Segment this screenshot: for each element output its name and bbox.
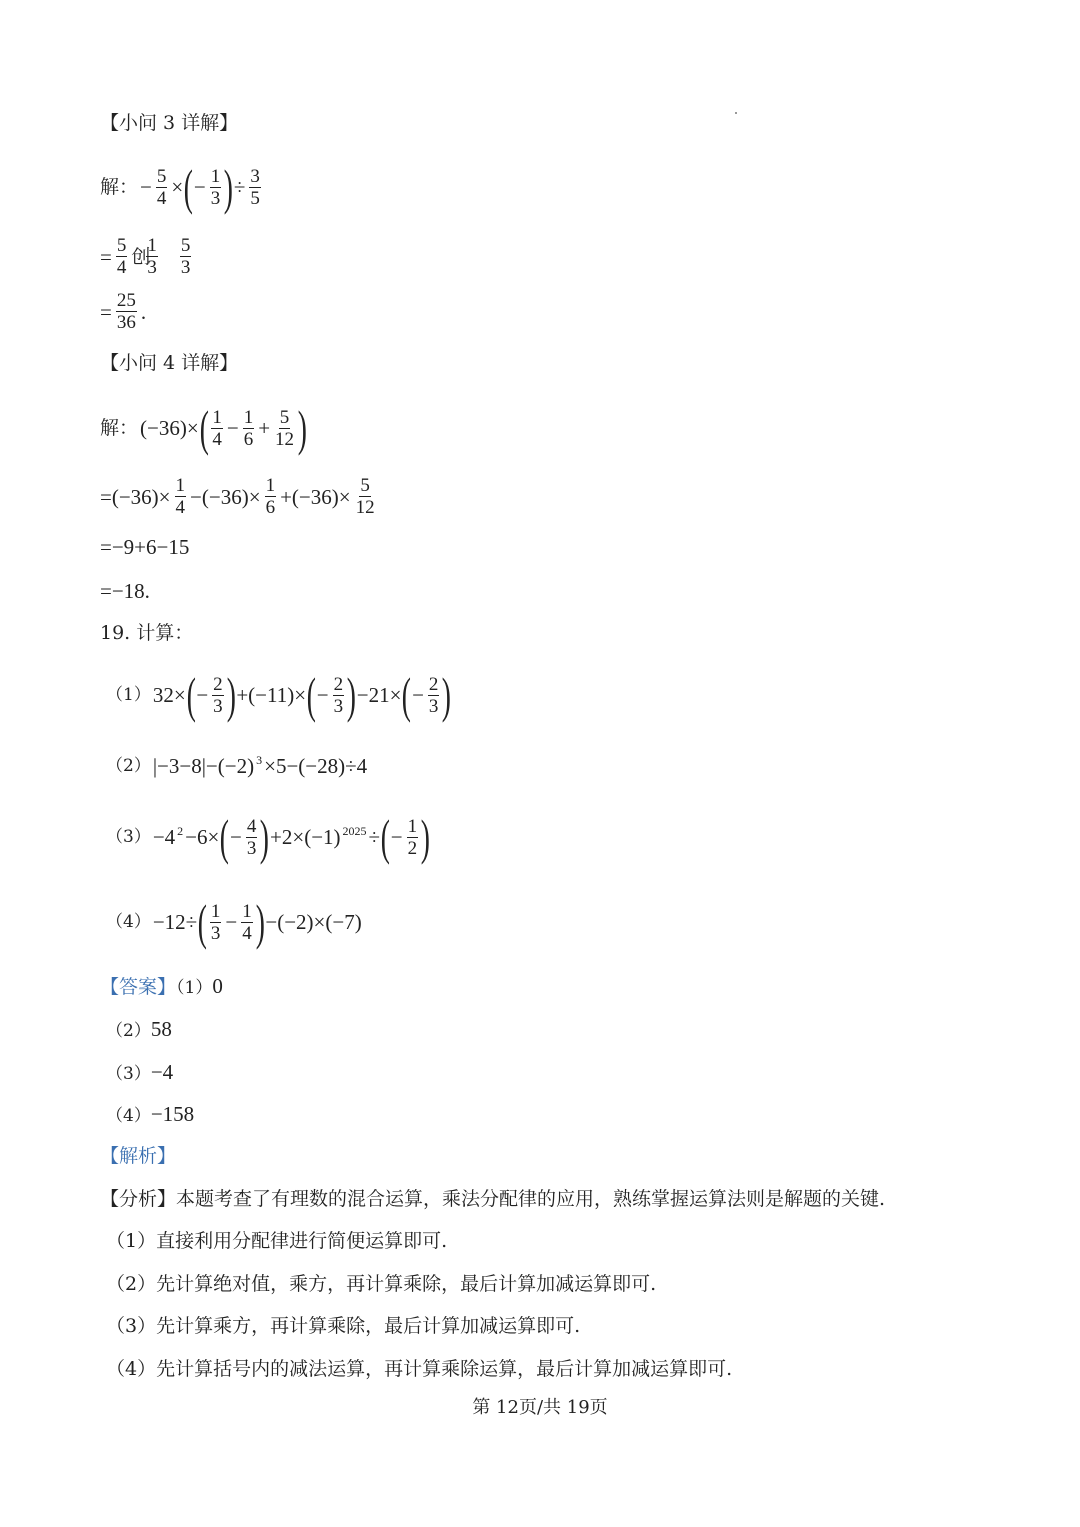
part-label: （4）	[106, 912, 151, 932]
part-label: （1）	[106, 685, 151, 705]
expr-part: +(−11)×	[236, 683, 307, 707]
fraction: $\frac{3}{5}$	[250, 165, 260, 209]
expr-part: −21×	[356, 683, 402, 707]
minus-sign: −	[226, 416, 239, 440]
expr-part: −4	[152, 825, 176, 849]
sub4-heading: 【小问 4 详解】	[100, 352, 239, 374]
fraction: $\frac{2}{3}$	[333, 673, 344, 717]
divide-sign: ÷	[368, 825, 381, 849]
fraction: $\frac{1}{3}$	[210, 165, 221, 209]
expr-part: −(−2)×(−7)	[265, 910, 362, 934]
fraction: $\frac{4}{3}$	[246, 815, 257, 859]
sub3-line2	[100, 235, 193, 278]
fraction: $\frac{5}{12}$	[355, 475, 375, 518]
plus-sign: +	[258, 416, 271, 440]
minus-sign: −	[412, 683, 424, 707]
expr-part: −(−36)×	[190, 484, 261, 509]
q19-part2	[106, 754, 367, 778]
solve-label: 解：	[100, 417, 139, 439]
expr-part: (−36)×	[140, 416, 199, 440]
right-paren: )	[223, 159, 234, 215]
expr-part: −12÷	[152, 910, 198, 934]
minus-sign: −	[390, 825, 403, 849]
analysis-step-4: （4）先计算括号内的减法运算，再计算乘除运算，最后计算加减运算即可.	[106, 1358, 733, 1380]
part-label: （3）	[106, 1064, 151, 1084]
q19-part4	[106, 894, 362, 950]
sub3-line3	[100, 290, 146, 333]
q19-part1	[106, 667, 452, 723]
times-sign: ×	[171, 175, 184, 199]
expr-part: +2×(−1)	[270, 825, 341, 849]
minus-sign: −	[196, 683, 209, 707]
minus-sign: −	[193, 175, 206, 199]
analysis-summary: 【分析】本题考查了有理数的混合运算，乘法分配律的应用，熟练掌握运算法则是解题的关键.	[100, 1188, 886, 1210]
fraction: $\frac{1}{3}$	[147, 235, 157, 278]
right-paren: )	[297, 400, 307, 456]
exponent: 2	[177, 824, 184, 838]
sub4-line3: =−9+6−15	[100, 535, 190, 559]
right-paren: )	[442, 667, 452, 723]
equals-sign: =	[100, 299, 112, 324]
fraction: $\frac{5}{4}$	[156, 165, 167, 209]
fraction: $\frac{1}{3}$	[210, 900, 221, 944]
equals-sign: =	[100, 244, 112, 269]
scan-artifact-char: 创	[131, 245, 151, 268]
right-paren: )	[226, 667, 236, 723]
sub3-line1	[100, 159, 263, 215]
left-paren: (	[197, 894, 208, 950]
left-paren: (	[402, 667, 412, 723]
right-paren: )	[420, 809, 430, 865]
right-paren: )	[255, 894, 265, 950]
part-label: （3）	[106, 827, 151, 847]
expr-part: −6×	[185, 825, 220, 849]
answer-value: 58	[150, 1017, 172, 1041]
left-paren: (	[183, 159, 194, 215]
minus-sign: −	[140, 175, 152, 199]
answer-tag: 【答案】	[100, 976, 177, 998]
divide-sign: ÷	[233, 175, 246, 199]
fraction: $\frac{1}{6}$	[265, 475, 276, 518]
sub4-line2	[100, 475, 378, 518]
period: .	[140, 299, 147, 324]
exponent: 2025	[342, 824, 367, 838]
analysis-step-2: （2）先计算绝对值，乘方，再计算乘除，最后计算加减运算即可.	[106, 1273, 657, 1295]
answer-line-3	[106, 1060, 173, 1086]
answer-value: 0	[212, 974, 223, 998]
answer-line-1	[100, 974, 223, 1000]
question-19-title: 19. 计算：	[100, 622, 194, 644]
q19-part3	[106, 809, 430, 865]
left-paren: (	[220, 809, 230, 865]
page-footer: 第 12页/共 19页	[472, 1397, 608, 1418]
sub3-heading: 【小问 3 详解】	[100, 112, 239, 134]
analysis-step-1: （1）直接利用分配律进行简便运算即可.	[106, 1230, 448, 1252]
fraction: $\frac{5}{4}$	[116, 235, 127, 278]
expr-part: =(−36)×	[100, 484, 171, 509]
fraction: $\frac{2}{3}$	[428, 673, 439, 717]
answer-value: −158	[150, 1102, 195, 1126]
expr-part: |−3−8|−(−2)	[152, 754, 255, 778]
answer-line-4	[106, 1102, 194, 1128]
right-paren: )	[346, 667, 356, 723]
fraction: $\frac{1}{2}$	[407, 815, 418, 859]
minus-sign: −	[316, 683, 329, 707]
fraction: $\frac{1}{4}$	[242, 900, 252, 944]
expr-part: 32×	[152, 683, 186, 707]
sub4-line4: =−18.	[100, 579, 150, 603]
fraction: $\frac{5}{12}$	[275, 406, 295, 450]
exponent: 3	[256, 753, 263, 767]
left-paren: (	[199, 400, 209, 456]
analysis-tag: 【解析】	[100, 1145, 177, 1167]
answer-value: −4	[150, 1060, 174, 1084]
sub4-line1	[100, 400, 307, 456]
fraction: $\frac{25}{36}$	[116, 290, 136, 333]
analysis-step-3: （3）先计算乘方，再计算乘除，最后计算加减运算即可.	[106, 1315, 581, 1337]
expr-part: +(−36)×	[280, 484, 351, 509]
minus-sign: −	[225, 910, 238, 934]
left-paren: (	[306, 667, 316, 723]
right-paren: )	[260, 809, 270, 865]
part-label: （4）	[106, 1106, 151, 1126]
left-paren: (	[186, 667, 196, 723]
part-label: （1）	[176, 978, 213, 998]
fraction: $\frac{1}{4}$	[175, 475, 186, 518]
minus-sign: −	[230, 825, 242, 849]
fraction: $\frac{1}{4}$	[212, 406, 222, 450]
part-label: （2）	[106, 756, 151, 776]
solve-label: 解：	[100, 176, 139, 198]
fraction: $\frac{2}{3}$	[213, 673, 223, 717]
fraction: $\frac{5}{3}$	[180, 235, 191, 278]
fraction: $\frac{1}{6}$	[243, 406, 254, 450]
scan-speck	[735, 112, 737, 114]
part-label: （2）	[106, 1021, 151, 1041]
answer-line-2	[106, 1017, 172, 1043]
left-paren: (	[380, 809, 390, 865]
expr-part: ×5−(−28)÷4	[264, 754, 368, 778]
